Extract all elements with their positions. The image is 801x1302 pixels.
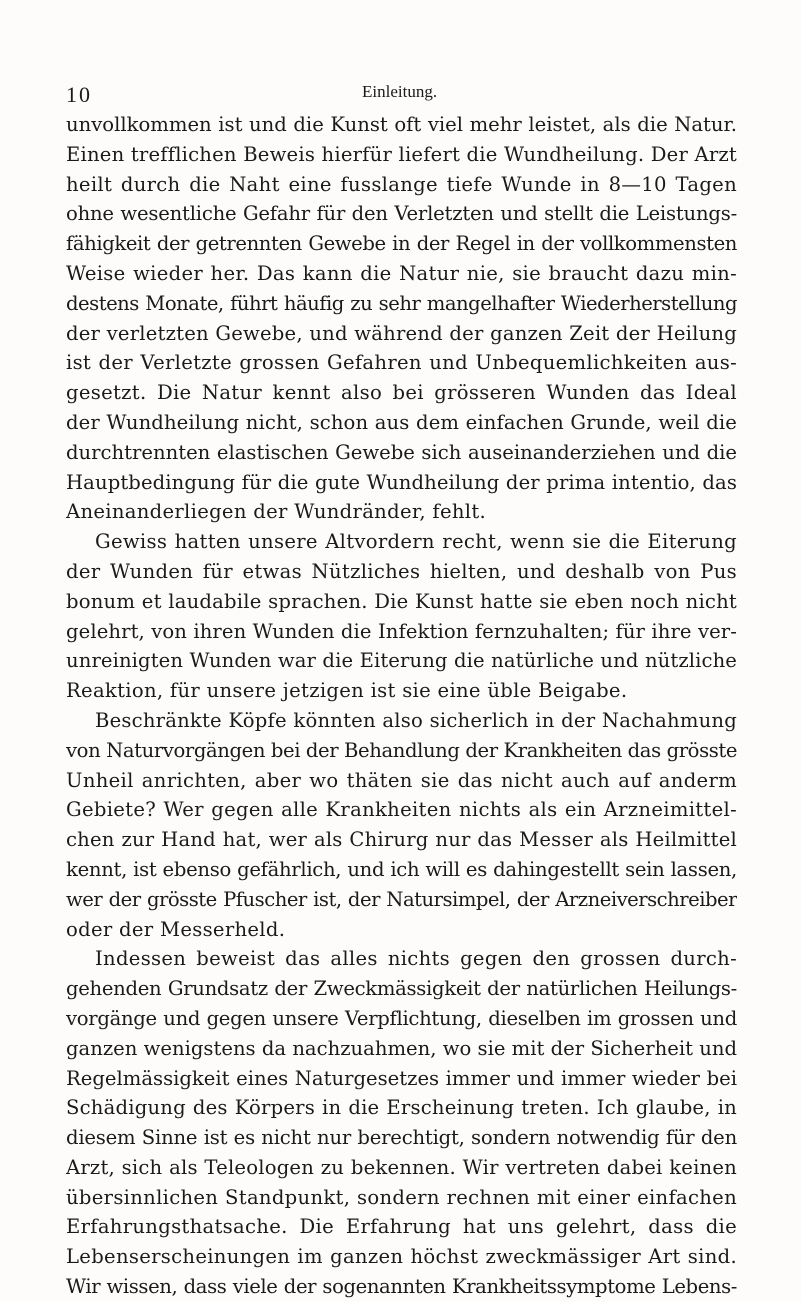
text-line: ohne wesentliche Gefahr für den Verletzten und stellt die Leistungs- (66, 202, 737, 226)
text-line: Arzt, sich als Teleologen zu bekennen. Wir vertreten dabei keinen (66, 1155, 737, 1179)
text-line: Gewiss hatten unsere Altvordern recht, wenn sie die Eiterung (95, 530, 737, 554)
text-line: ist der Verletzte grossen Gefahren und Unbequemlichkeiten aus- (66, 351, 737, 375)
text-line: gehenden Grundsatz der Zweckmässigkeit der natürlichen Heilungs- (66, 977, 737, 1001)
text-line: Hauptbedingung für die gute Wundheilung der prima intentio, das (66, 470, 737, 494)
text-line: gesetzt. Die Natur kennt also bei grösseren Wunden das Ideal (66, 381, 737, 405)
text-line: bonum et laudabile sprachen. Die Kunst hatte sie eben noch nicht (66, 589, 737, 613)
text-line: Indessen beweist das alles nichts gegen den grossen durch- (95, 947, 737, 971)
text-line: wer der grösste Pfuscher ist, der Natursimpel, der Arzneiverschreiber (66, 887, 737, 911)
text-line: Weise wieder her. Das kann die Natur nie, sie braucht dazu min- (66, 261, 737, 285)
text-line: von Naturvorgängen bei der Behandlung der Krankheiten das grösste (66, 738, 737, 762)
text-line: unvollkommen ist und die Kunst oft viel mehr leistet, als die Natur. (66, 113, 737, 136)
text-line: durchtrennten elastischen Gewebe sich auseinanderziehen und die (66, 440, 737, 464)
text-line: Einen trefflichen Beweis hierfür liefert die Wundheilung. Der Arzt (66, 142, 737, 166)
text-line: Beschränkte Köpfe könnten also sicherlich in der Nachahmung (95, 708, 737, 732)
text-line: der Wundheilung nicht, schon aus dem einfachen Grunde, weil die (66, 410, 737, 434)
text-line: chen zur Hand hat, wer als Chirurg nur das Messer als Heilmittel (66, 828, 737, 852)
text-line: fähigkeit der getrennten Gewebe in der Regel in der vollkommensten (66, 232, 737, 256)
text-line: Aneinanderliegen der Wundränder, fehlt. (66, 500, 487, 524)
text-line: Unheil anrichten, aber wo thäten sie das nicht auch auf anderm (66, 768, 737, 792)
text-line: Schädigung des Körpers in die Erscheinung treten. Ich glaube, in (66, 1096, 737, 1120)
body-text (66, 110, 737, 1302)
text-line: vorgänge und gegen unsere Verpflichtung, dieselben im grossen und (66, 1006, 737, 1030)
text-line: der verletzten Gewebe, und während der ganzen Zeit der Heilung (66, 321, 737, 345)
running-head (66, 0, 737, 110)
page-number: 10 (66, 82, 92, 107)
text-line: oder der Messerheld. (66, 917, 286, 941)
text-line: übersinnlichen Standpunkt, sondern rechnen mit einer einfachen (66, 1185, 737, 1209)
text-line: diesem Sinne ist es nicht nur berechtigt, sondern notwendig für den (66, 1126, 737, 1150)
text-line: gelehrt, von ihren Wunden die Infektion fernzuhalten; für ihre ver- (66, 619, 737, 643)
text-line: unreinigten Wunden war die Eiterung die natürliche und nützliche (66, 649, 737, 673)
text-line: heilt durch die Naht eine fusslange tiefe Wunde in 8—10 Tagen (66, 172, 737, 196)
text-line: Regelmässigkeit eines Naturgesetzes immer und immer wieder bei (66, 1066, 737, 1090)
running-title: Einleitung. (362, 82, 438, 101)
text-line: der Wunden für etwas Nützliches hielten, und deshalb von Pus (66, 559, 737, 583)
text-line: kennt, ist ebenso gefährlich, und ich will es dahingestellt sein lassen, (66, 857, 737, 881)
text-line: Wir wissen, dass viele der sogenannten Krankheitssymptome Lebens- (66, 1275, 737, 1299)
text-line: Reaktion, für unsere jetzigen ist sie eine üble Beigabe. (66, 679, 628, 703)
text-line: ganzen wenigstens da nachzuahmen, wo sie mit der Sicherheit und (66, 1036, 737, 1060)
text-line: destens Monate, führt häufig zu sehr mangelhafter Wiederherstellung (66, 291, 737, 315)
text-line: Erfahrungsthatsache. Die Erfahrung hat uns gelehrt, dass die (66, 1215, 737, 1239)
text-line: Lebenserscheinungen im ganzen höchst zweckmässiger Art sind. (66, 1245, 737, 1269)
text-line: Gebiete? Wer gegen alle Krankheiten nichts als ein Arzneimittel- (66, 798, 737, 822)
